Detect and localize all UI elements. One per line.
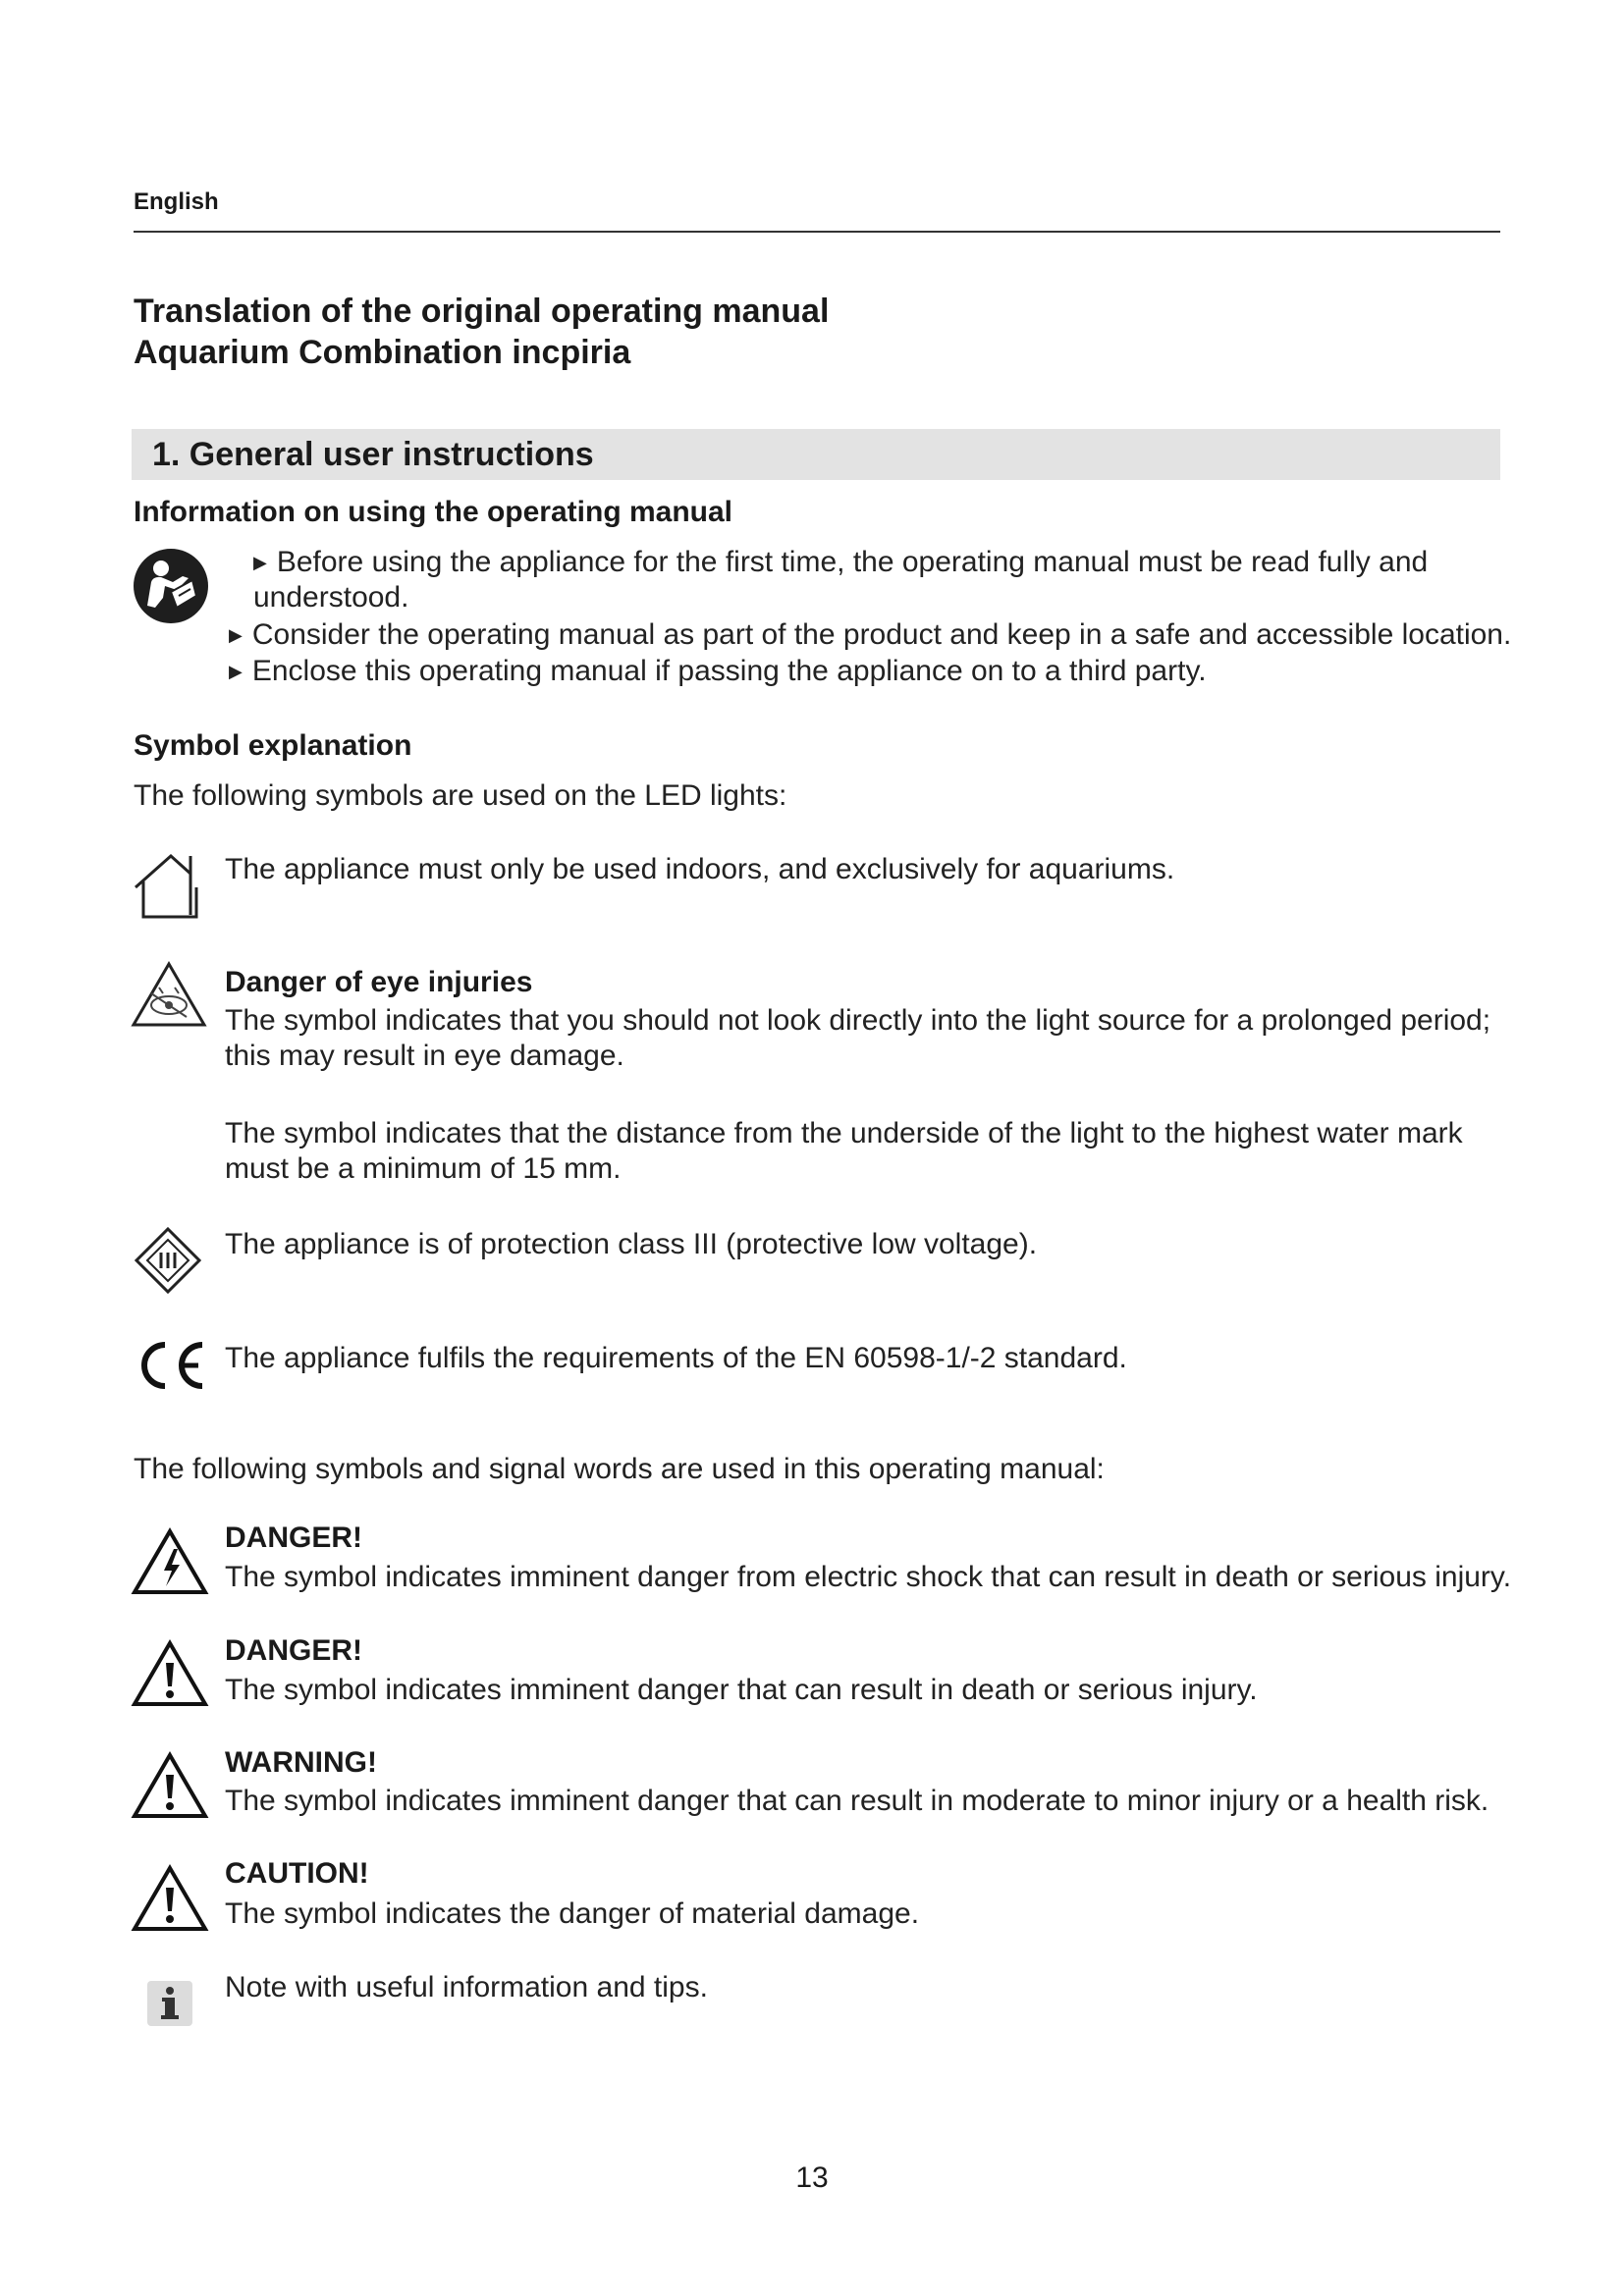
header-language: English [134,188,219,215]
section-title: 1. General user instructions [152,436,594,473]
info-icon [147,1981,192,2026]
document-title-line2: Aquarium Combination incpiria [134,334,631,371]
led-intro: The following symbols are used on the LED lights: [134,779,787,812]
read-manual-icon [132,547,210,625]
caution-triangle-icon [131,1864,209,1933]
usage-bullet-3 [229,654,1495,689]
usage-bullet-3-text: Enclose this operating manual if passing the appliance on to a third party. [251,655,1207,687]
signal-text-caution: The symbol indicates the danger of material damage. [225,1897,920,1930]
header-divider [134,231,1500,233]
warning-triangle-icon [131,1639,209,1708]
bullet-marker-icon: ▶ [229,662,243,681]
eye-hazard-icon [130,960,208,1031]
note-text: Note with useful information and tips. [225,1971,708,2003]
signal-text-warning: The symbol indicates imminent danger that can result in moderate to minor injury or a health risk. [225,1785,1489,1817]
usage-bullet-1 [253,545,1481,615]
distance-text: The symbol indicates that the distance from the underside of the light to the highest water mark must be a minimum of 15 mm. [225,1117,1463,1185]
eye-danger-text: The symbol indicates that you should not look directly into the light source for a prolonged period; this may result in eye damage. [225,1004,1491,1072]
warning-triangle-icon [131,1751,209,1820]
signal-text-danger-electric: The symbol indicates imminent danger from electric shock that can result in death or serious injury. [225,1561,1512,1593]
signal-word-caution: CAUTION! [225,1857,369,1890]
document-title-line1: Translation of the original operating manual [134,293,830,330]
signal-word-danger: DANGER! [225,1634,362,1667]
house-icon [132,850,206,923]
usage-bullet-2-text: Consider the operating manual as part of the product and keep in a safe and accessible location. [251,618,1512,651]
usage-heading: Information on using the operating manual [134,496,733,528]
signal-text-danger: The symbol indicates imminent danger that can result in death or serious injury. [225,1674,1258,1706]
ce-text: The appliance fulfils the requirements of the EN 60598-1/-2 standard. [225,1342,1127,1374]
bullet-marker-icon: ▶ [229,625,243,645]
usage-bullet-2 [229,617,1512,653]
symbols-heading: Symbol explanation [134,729,412,762]
indoor-text: The appliance must only be used indoors, and exclusively for aquariums. [225,853,1175,885]
manual-symbols-intro: The following symbols and signal words are used in this operating manual: [134,1453,1105,1485]
signal-word-warning: WARNING! [225,1746,377,1779]
document-title [134,291,829,373]
eye-danger-title: Danger of eye injuries [225,966,533,998]
usage-bullet-1-text: Before using the appliance for the first time, the operating manual must be read fully and understood. [253,546,1429,614]
protection-class-iii-icon [134,1226,202,1295]
bullet-marker-icon: ▶ [253,553,267,572]
ce-mark-icon [134,1339,206,1392]
page-number: 13 [795,2162,829,2194]
protection-class-text: The appliance is of protection class III (protective low voltage). [225,1228,1038,1260]
signal-word-danger-electric: DANGER! [225,1522,362,1554]
electric-shock-warning-icon [131,1527,209,1596]
